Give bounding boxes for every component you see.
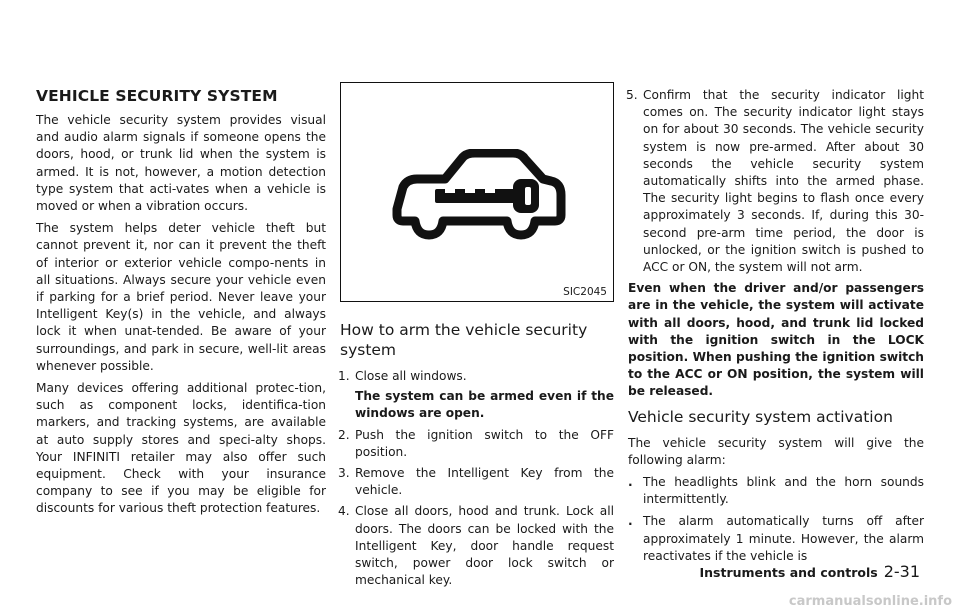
step-number: 1. — [338, 369, 350, 383]
bullet-text: The headlights blink and the horn sounds intermittently. — [643, 475, 924, 507]
step-number: 3. — [338, 466, 350, 481]
list-item — [340, 503, 614, 589]
intro-paragraph: The vehicle security system provides visual and audio alarm signals if someone opens the doors, hood, or trunk lid when the system is armed. It is not, however, a motion detection type system that acti-vates when a vehicle is moved or when a vibration occurs. — [36, 113, 326, 214]
footer-section: Instruments and controls — [699, 565, 878, 580]
figure-label: SIC2045 — [563, 286, 607, 298]
deterrence-paragraph: The system helps deter vehicle theft but cannot prevent it, nor can it prevent the theft of interior or exterior vehicle compo-nents in all situations. Always secure your vehicle even if parking for a brief period. Never leave your Intelligent Key(s) in the vehicle, and always lock it when unat-tended. Be aware of your surroundings, and park in secure, well-lit areas whenever possible. — [36, 221, 326, 373]
right-column — [628, 87, 924, 570]
watermark: carmanualsonline.info — [788, 594, 952, 609]
section-heading: VEHICLE SECURITY SYSTEM — [36, 87, 278, 105]
step-text: Close all doors, hood and trunk. Lock all doors. The doors can be locked with the Intelligent Key, door handle request switch, power door lock switch or mechanical key. — [355, 504, 614, 588]
step-number: 2. — [338, 427, 350, 442]
step-number: 4. — [338, 504, 350, 519]
occupants-note: Even when the driver and/or passengers are in the vehicle, the system will activate with all doors, hood, and trunk lid locked with the ignition switch in the LOCK position. When pushing the ignition switch to the ACC or ON position, the system will be released. — [628, 281, 924, 399]
page-number: 2-31 — [883, 562, 920, 581]
bullet-text: The alarm automatically turns off after approximately 1 minute. However, the alarm reactivates if the vehicle is — [643, 514, 924, 563]
list-item — [340, 368, 614, 423]
step-text: Remove the Intelligent Key from the vehicle. — [355, 466, 614, 498]
arm-steps-list — [340, 368, 614, 589]
step-note: The system can be armed even if the windows are open. — [355, 389, 614, 421]
list-item — [340, 427, 614, 461]
alarm-list — [628, 474, 924, 565]
list-item — [340, 465, 614, 499]
list-item — [628, 513, 924, 565]
bullet-glyph: . — [628, 475, 633, 490]
devices-paragraph: Many devices offering additional protec-tion, such as component locks, identifica-tion markers, and tracking systems, are available at auto supply stores and speci-alty shops. Your INFINITI retailer may also offer such equipment. Check with your insurance company to see if you may be eligible for discounts for various theft protection features. — [36, 381, 326, 516]
activation-intro: The vehicle security system will give the following alarm: — [628, 435, 924, 467]
step-text: Push the ignition switch to the OFF position. — [355, 427, 614, 459]
list-item — [628, 87, 924, 276]
step-text: Close all windows. — [355, 369, 467, 383]
page-footer — [700, 562, 921, 581]
list-item — [628, 474, 924, 508]
bullet-glyph: . — [628, 514, 633, 529]
arm-heading: How to arm the vehicle security system — [340, 321, 588, 359]
security-figure — [340, 82, 614, 302]
step-text: Confirm that the security indicator light comes on. The security indicator light stays on for about 30 seconds. The vehicle security system is now pre-armed. After about 30 seconds the vehicle security system automatically shifts into the armed phase. The security light begins to flash once every approximately 3 seconds. If, during this 30-second pre-arm time period, the door is unlocked, or the ignition switch is pushed to ACC or ON, the system will not arm. — [643, 88, 924, 275]
middle-column — [340, 82, 614, 593]
left-column — [36, 86, 326, 523]
car-with-key-icon — [385, 149, 571, 245]
activation-heading: Vehicle security system activation — [628, 407, 893, 426]
step-number: 5. — [626, 88, 638, 102]
